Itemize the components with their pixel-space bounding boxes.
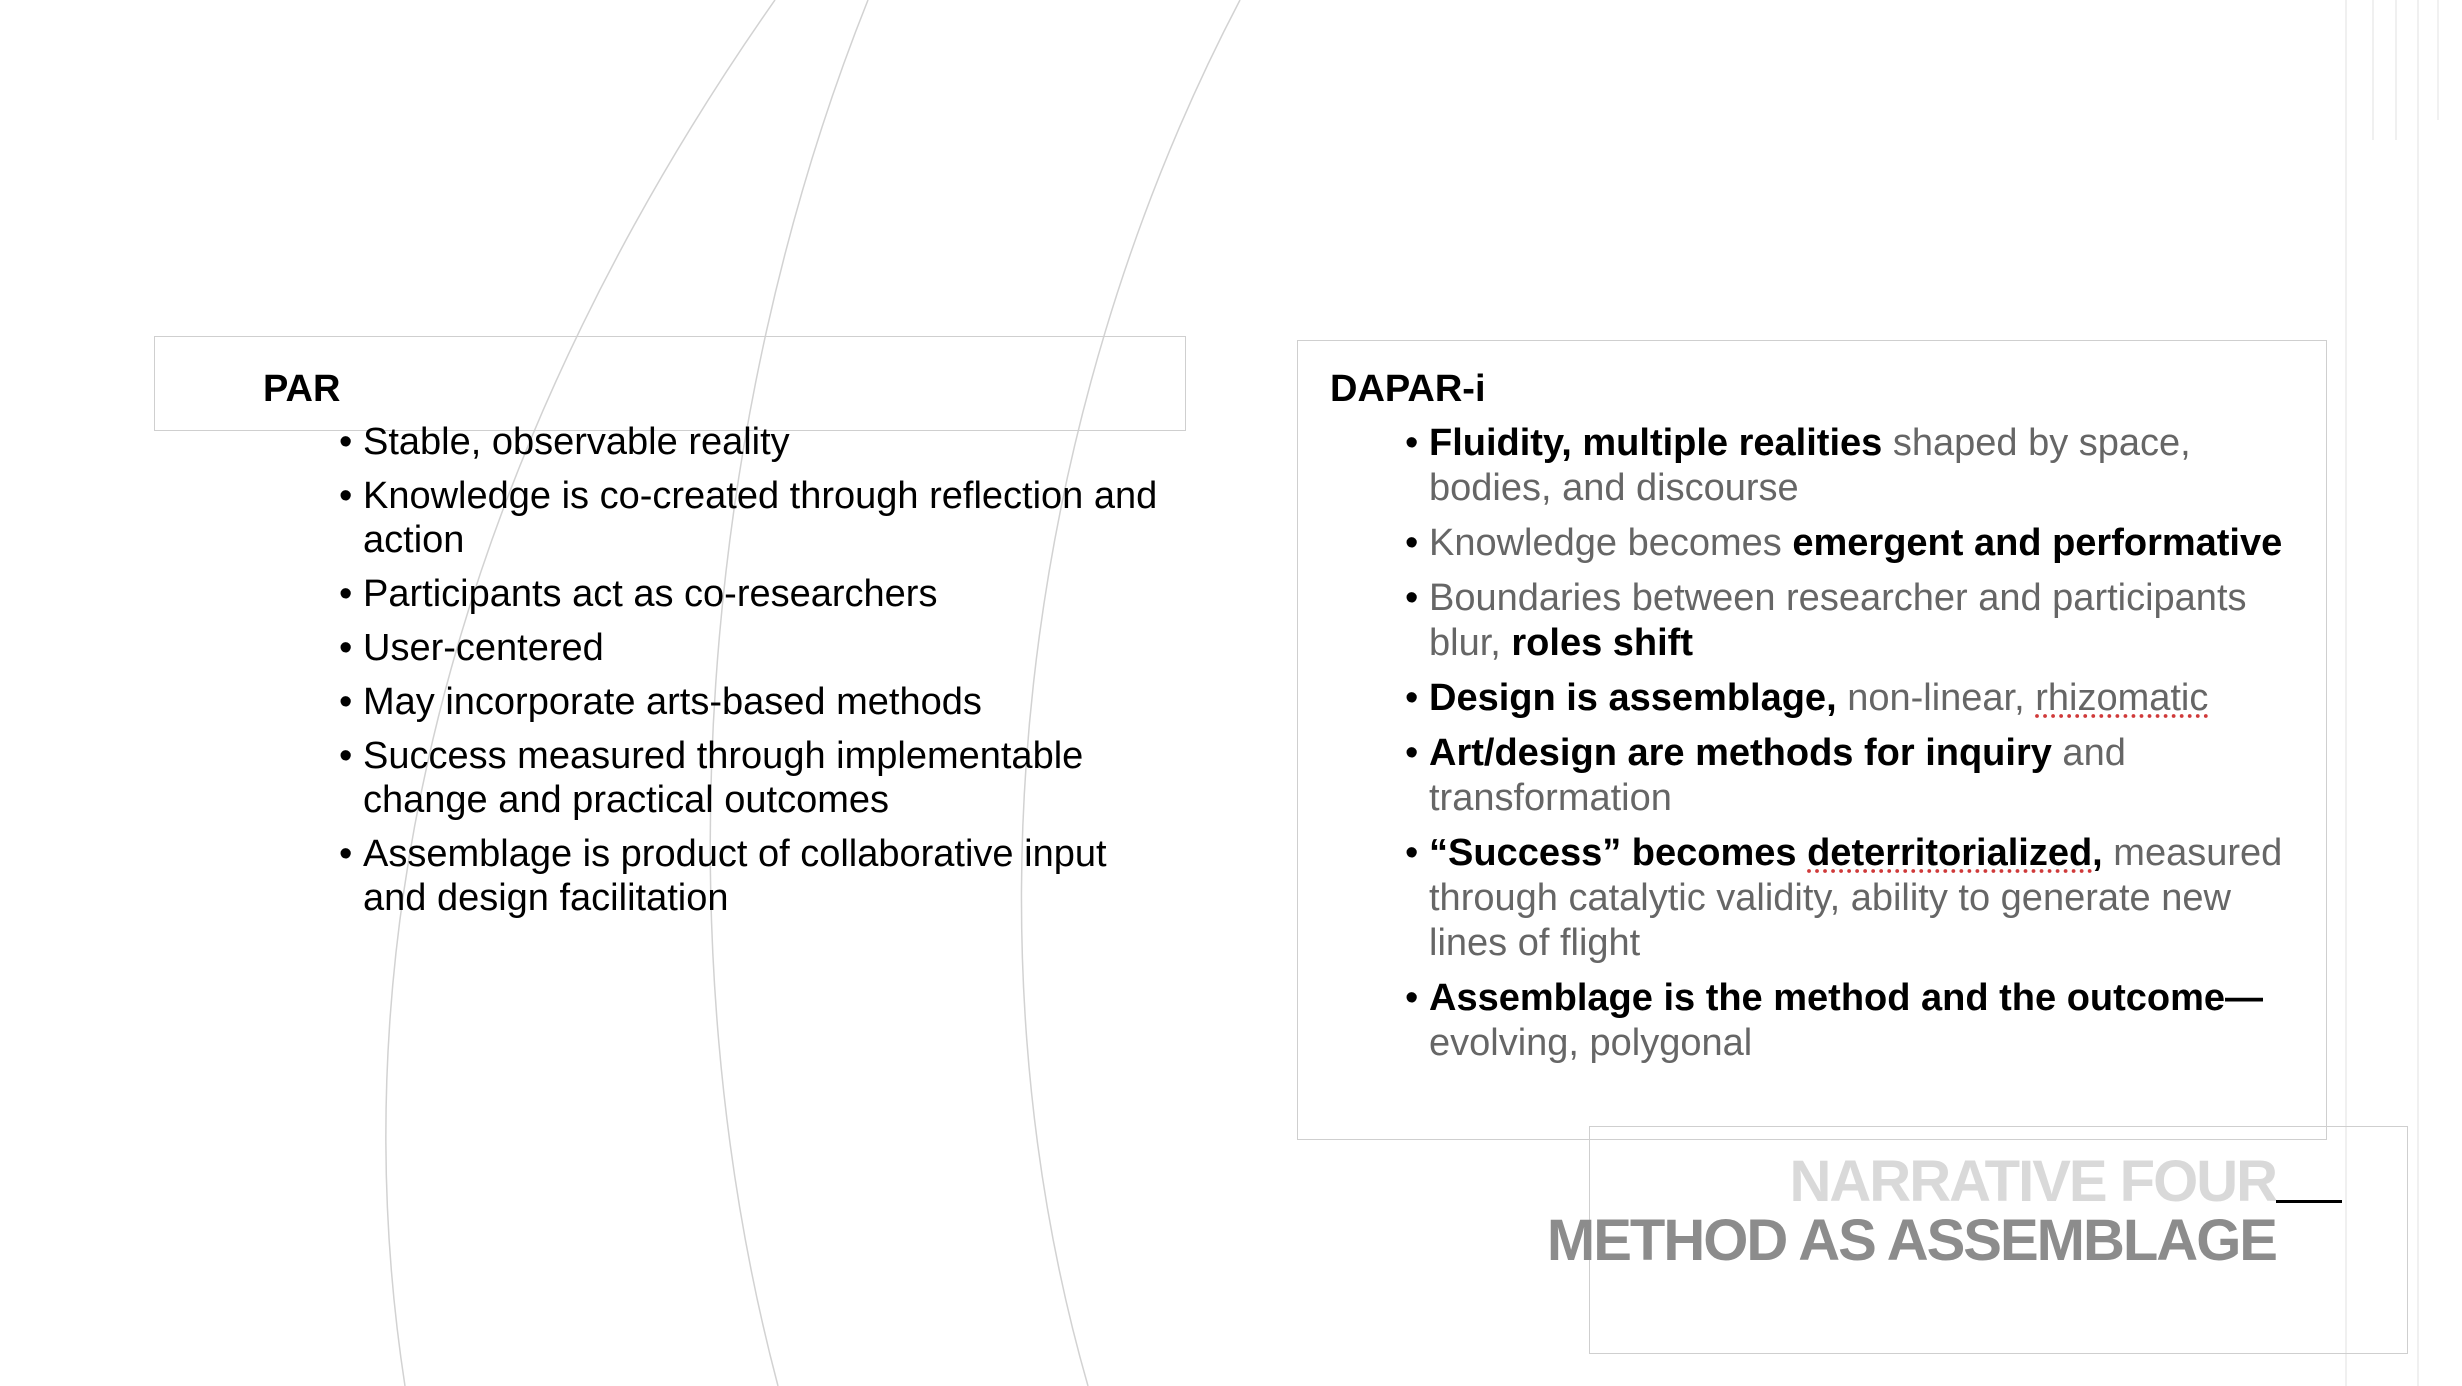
par-bullet-item: • User-centered xyxy=(339,626,1169,670)
bullet-emphasis-text: , xyxy=(2092,832,2103,874)
slide-title-method: METHOD AS ASSEMBLAGE xyxy=(1546,1208,2276,1273)
par-title: PAR xyxy=(263,368,341,410)
par-bullet-list xyxy=(339,420,1169,930)
bullet-body-text: Knowledge becomes xyxy=(1429,522,1793,564)
bullet-emphasis-text: Fluidity, multiple realities xyxy=(1429,422,1883,464)
dapar-bullet-list xyxy=(1405,421,2315,1076)
bullet-emphasis-text: “Success” becomes xyxy=(1429,832,1808,874)
bullet-body-text: evolving, polygonal xyxy=(1429,1022,1753,1064)
dapar-bullet-item xyxy=(1405,521,2315,566)
par-bullet-item: • Knowledge is co-created through reflection and action xyxy=(339,474,1169,562)
bullet-body-text: Boundaries between researcher and participants blur, xyxy=(1429,577,2247,664)
dapar-bullet-item xyxy=(1405,676,2315,721)
par-bullet-item: • May incorporate arts-based methods xyxy=(339,680,1169,724)
bullet-body-text: and transformation xyxy=(1429,732,2126,819)
dapar-title: DAPAR-i xyxy=(1330,368,1486,410)
dapar-bullet-item xyxy=(1405,421,2315,511)
title-rule xyxy=(2276,1200,2342,1203)
par-bullet-item: • Assemblage is product of collaborative input and design facilitation xyxy=(339,832,1169,920)
par-bullet-item: • Success measured through implementable change and practical outcomes xyxy=(339,734,1169,822)
bullet-body-text: non-linear, xyxy=(1836,677,2036,719)
bullet-body-text: measured through catalytic validity, ability to generate new lines of flight xyxy=(1429,832,2283,964)
dapar-bullet-item xyxy=(1405,731,2315,821)
slide-title-narrative: NARRATIVE FOUR xyxy=(1789,1149,2276,1214)
par-bullet-item: • Stable, observable reality xyxy=(339,420,1169,464)
dapar-bullet-item xyxy=(1405,976,2315,1066)
bullet-emphasis-text: Design is assemblage, xyxy=(1429,677,1837,719)
bullet-body-text: shaped by space, bodies, and discourse xyxy=(1429,422,2191,509)
bullet-body-text: rhizomatic xyxy=(2035,677,2209,719)
bullet-emphasis-text: roles shift xyxy=(1511,622,1693,664)
bullet-emphasis-text: deterritorialized xyxy=(1807,832,2093,874)
bullet-emphasis-text: Art/design are methods for inquiry xyxy=(1429,732,2052,774)
bullet-emphasis-text: emergent and performative xyxy=(1792,522,2283,564)
dapar-bullet-item xyxy=(1405,831,2315,966)
dapar-bullet-item xyxy=(1405,576,2315,666)
bullet-emphasis-text: Assemblage is the method and the outcome— xyxy=(1429,977,2264,1019)
par-bullet-item: • Participants act as co-researchers xyxy=(339,572,1169,616)
